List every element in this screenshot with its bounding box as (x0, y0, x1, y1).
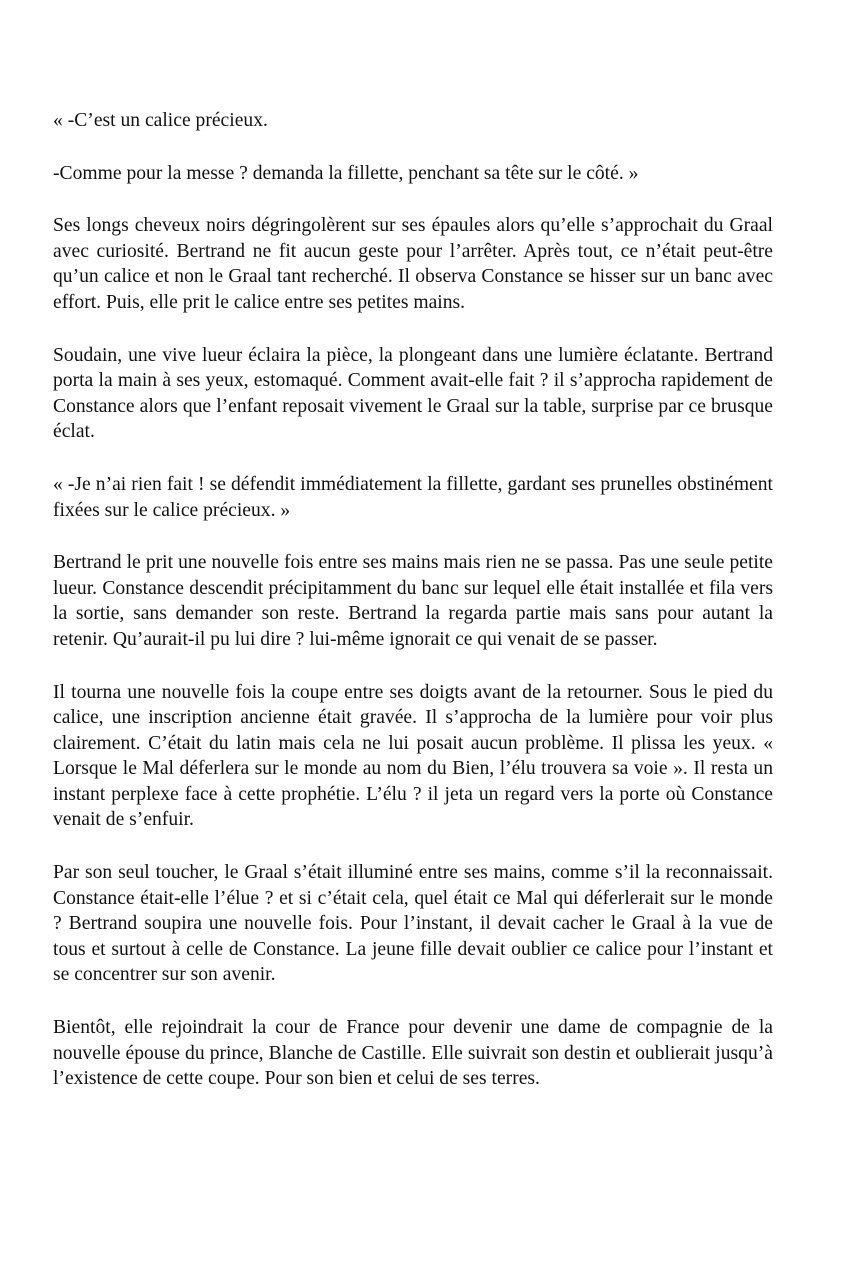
paragraph-7: Il tourna une nouvelle fois la coupe entre ses doigts avant de la retourner. Sous le pied du calice, une inscription ancienne était gravée. Il s’approcha de la lumière pour voir plus clairement. C’était du latin mais cela ne lui posait aucun problème. Il plissa les yeux. « Lorsque le Mal déferlera sur le monde au nom du Bien, l’élu trouvera sa voie ». Il resta un instant perplexe face à cette prophétie. L’élu ? il jeta un regard vers la porte où Constance venait de s’enfuir. (53, 681, 773, 831)
paragraph-6: Bertrand le prit une nouvelle fois entre ses mains mais rien ne se passa. Pas une seule petite lueur. Constance descendit précipitamment du banc sur lequel elle était installée et fila vers la sortie, sans demander son reste. Bertrand la regarda partie mais sans pour autant la retenir. Qu’aurait-il pu lui dire ? lui-même ignorait ce qui venait de se passer. (53, 552, 773, 650)
paragraph-8: Par son seul toucher, le Graal s’était illuminé entre ses mains, comme s’il la reconnaissait. Constance était-elle l’élue ? et si c’était cela, quel était ce Mal qui déferlerait sur le monde ? Bertrand soupira une nouvelle fois. Pour l’instant, il devait cacher le Graal à la vue de tous et surtout à celle de Constance. La jeune fille devait oublier ce calice pour l’instant et se concentrer sur son avenir. (53, 862, 773, 986)
paragraph-9: Bientôt, elle rejoindrait la cour de France pour devenir une dame de compagnie de la nouvelle épouse du prince, Blanche de Castille. Elle suivrait son destin et oublierait jusqu’à l’existence de cette coupe. Pour son bien et celui de ses terres. (53, 1017, 773, 1090)
paragraph-dialogue-2: -Comme pour la messe ? demanda la fillette, penchant sa tête sur le côté. » (53, 162, 639, 184)
paragraph-dialogue-1: « -C’est un calice précieux. (53, 110, 268, 131)
paragraph-3: Ses longs cheveux noirs dégringolèrent sur ses épaules alors qu’elle s’approchait du Graal avec curiosité. Bertrand ne fit aucun geste pour l’arrêter. Après tout, ce n’était peut-être qu’un calice et non le Graal tant recherché. Il observa Constance se hisser sur un banc avec effort. Puis, elle prit le calice entre ses petites mains. (53, 215, 773, 313)
document-body (53, 108, 773, 1092)
paragraph-dialogue-5: « -Je n’ai rien fait ! se défendit immédiatement la fillette, gardant ses prunelles obstinément fixées sur le calice précieux. » (53, 473, 773, 521)
paragraph-4: Soudain, une vive lueur éclaira la pièce, la plongeant dans une lumière éclatante. Bertrand porta la main à ses yeux, estomaqué. Comment avait-elle fait ? il s’approcha rapidement de Constance alors que l’enfant reposait vivement le Graal sur la table, surprise par ce brusque éclat. (53, 344, 773, 443)
